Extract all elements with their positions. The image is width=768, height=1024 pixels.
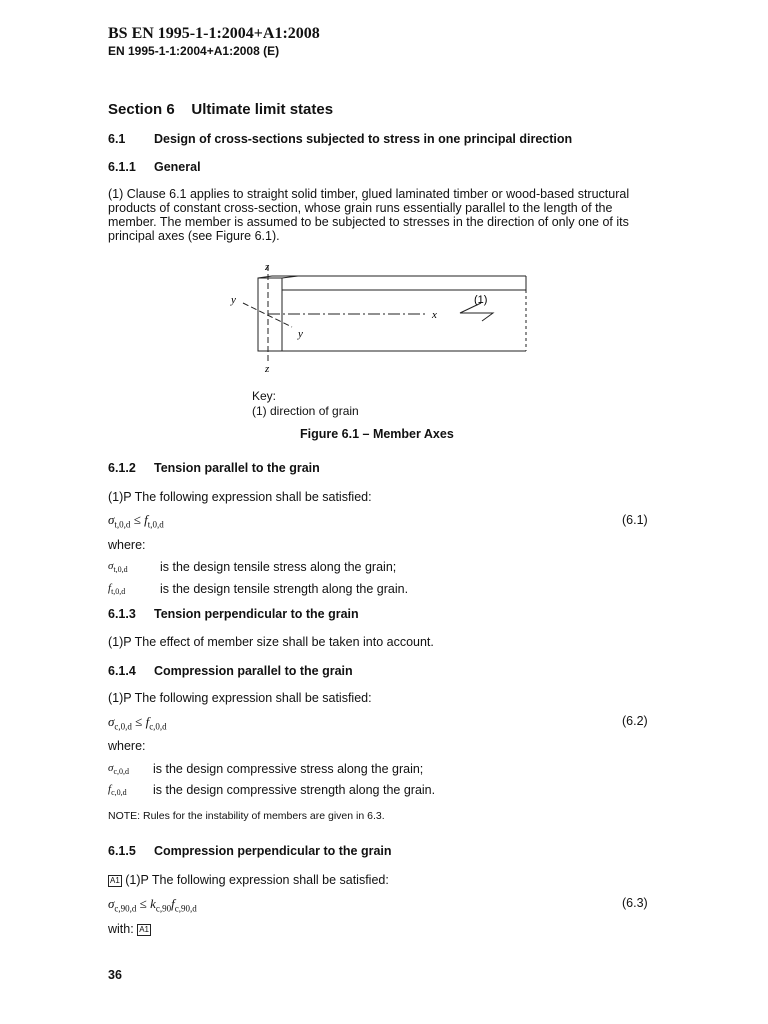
eq-rhs: f	[145, 714, 150, 729]
eq-rhs: f	[171, 896, 175, 911]
grain-label: (1)	[474, 294, 488, 306]
z-label-bottom: z	[265, 363, 270, 375]
amendment-start-marker: A1	[110, 875, 120, 885]
paragraph-line: member. The member is assumed to be subjected to stresses in the direction of only one of its	[108, 215, 629, 229]
eq-lhs-sub: c,0,d	[114, 721, 132, 732]
page-number: 36	[108, 968, 122, 982]
member-axes-figure	[225, 255, 535, 377]
definition-f-c0d: is the design compressive strength along the grain.	[153, 783, 436, 797]
eq-k-sub: c,90	[155, 903, 172, 914]
paragraph-general	[108, 187, 629, 243]
paragraph-line: principal axes (see Figure 6.1).	[108, 229, 280, 243]
clause-intro-text: (1)P The following expression shall be satisfied:	[121, 873, 389, 887]
clause-title-6-1-2: Tension parallel to the grain	[154, 461, 320, 475]
note-instability: NOTE: Rules for the instability of members are given in 6.3.	[108, 810, 385, 822]
definition-sigma-t0d: is the design tensile stress along the grain;	[160, 560, 397, 574]
clause-title-6-1-3: Tension perpendicular to the grain	[154, 607, 359, 621]
eq-rhs-sub: c,90,d	[174, 903, 197, 914]
y-label-left: y	[231, 294, 236, 306]
equation-6-2	[108, 714, 167, 732]
clause-intro-6-1-4: (1)P The following expression shall be satisfied:	[108, 691, 372, 705]
x-label: x	[432, 309, 437, 321]
clause-title-6-1-1: General	[154, 160, 201, 174]
clause-intro-6-1-2: (1)P The following expression shall be satisfied:	[108, 490, 372, 504]
eq-rhs: f	[144, 512, 148, 527]
clause-number-6-1-4: 6.1.4	[108, 664, 136, 678]
clause-intro-6-1-5	[108, 873, 389, 887]
clause-number-6-1: 6.1	[108, 132, 126, 146]
eq-operator: ≤	[131, 714, 146, 729]
y-label-inner: y	[298, 328, 303, 340]
symbol-f-t0d: $f_{t,0,d}$	[108, 582, 126, 597]
standard-subtitle: EN 1995-1-1:2004+A1:2008 (E)	[108, 44, 280, 58]
eq-lhs: σ	[108, 714, 115, 729]
eq-operator: ≤	[136, 896, 151, 911]
definition-f-t0d: is the design tensile strength along the grain.	[160, 582, 409, 596]
paragraph-line: (1) Clause 6.1 applies to straight solid timber, glued laminated timber or wood-based structural	[108, 187, 630, 201]
eq-lhs: σ	[108, 512, 115, 527]
clause-title-6-1-4: Compression parallel to the grain	[154, 664, 353, 678]
clause-title-6-1-5: Compression perpendicular to the grain	[154, 844, 392, 858]
eq-lhs-sub: c,90,d	[114, 903, 137, 914]
symbol-sigma-t0d: $\sigma_{t,0,d}$	[108, 560, 128, 575]
clause-number-6-1-5: 6.1.5	[108, 844, 136, 858]
symbol-sigma-c0d: $\sigma_{c,0,d}$	[108, 762, 129, 777]
amendment-end-marker: A1	[139, 924, 149, 934]
figure-caption: Figure 6.1 – Member Axes	[300, 427, 454, 441]
symbol-f-c0d: $f_{c,0,d}$	[108, 783, 127, 798]
eq-k: k	[150, 896, 156, 911]
clause-number-6-1-3: 6.1.3	[108, 607, 136, 621]
with-label: with: A1	[108, 922, 149, 936]
clause-number-6-1-1: 6.1.1	[108, 160, 136, 174]
eq-rhs-sub: t,0,d	[147, 519, 164, 530]
section-title: Section 6 Ultimate limit states	[108, 101, 334, 118]
equation-6-3	[108, 896, 197, 914]
z-label-top: z	[265, 261, 270, 273]
figure-key-title: Key:	[252, 389, 277, 403]
equation-6-1	[108, 512, 164, 530]
eq-rhs-sub: c,0,d	[149, 721, 167, 732]
where-label: where:	[108, 538, 146, 552]
equation-number-6-2: (6.2)	[622, 714, 648, 728]
clause-number-6-1-2: 6.1.2	[108, 461, 136, 475]
paragraph-line: products of constant cross-section, whose grain runs essentially parallel to the length of the	[108, 201, 613, 215]
figure-key-item: (1) direction of grain	[252, 404, 359, 418]
clause-text-6-1-3: (1)P The effect of member size shall be taken into account.	[108, 635, 434, 649]
equation-number-6-3: (6.3)	[622, 896, 648, 910]
clause-title-6-1: Design of cross-sections subjected to stress in one principal direction	[154, 132, 573, 146]
where-label: where:	[108, 739, 146, 753]
eq-lhs: σ	[108, 896, 115, 911]
equation-number-6-1: (6.1)	[622, 513, 648, 527]
standard-title: BS EN 1995-1-1:2004+A1:2008	[108, 25, 320, 42]
definition-sigma-c0d: is the design compressive stress along the grain;	[153, 762, 424, 776]
eq-operator: ≤	[130, 512, 145, 527]
eq-lhs-sub: t,0,d	[114, 519, 131, 530]
